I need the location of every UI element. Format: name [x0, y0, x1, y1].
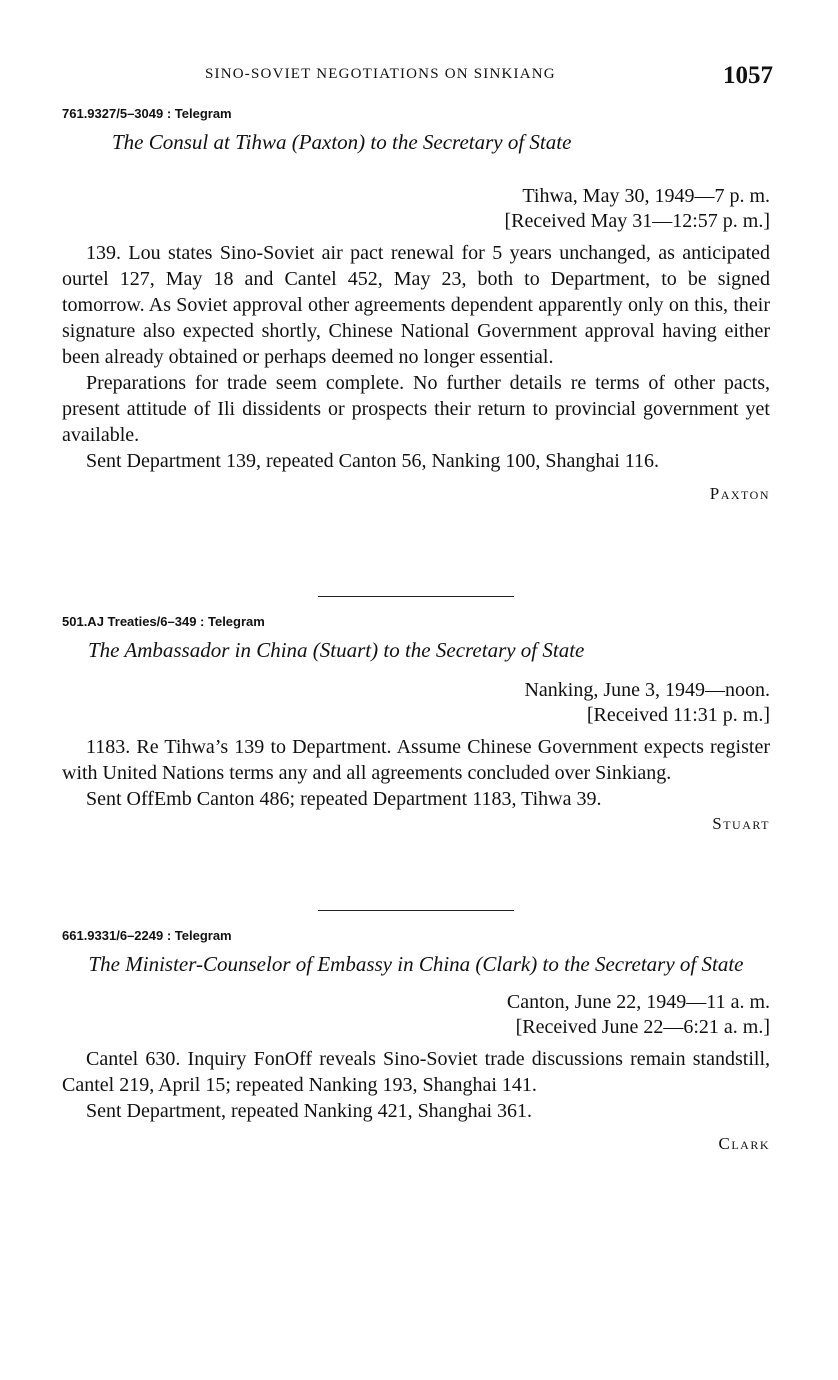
- telegram-paxton: [62, 106, 770, 504]
- document-heading: The Ambassador in China (Stuart) to the Secretary of State: [88, 638, 585, 662]
- signature: Stuart: [712, 814, 770, 833]
- file-number: 761.9327/5–3049 : Telegram: [62, 106, 232, 121]
- document-heading: The Minister-Counselor of Embassy in China (Clark) to the Secretary of State: [88, 952, 744, 976]
- dateline: Nanking, June 3, 1949—noon.: [524, 679, 770, 701]
- running-head-title: SINO-SOVIET NEGOTIATIONS ON SINKIANG: [205, 66, 556, 82]
- page-number: 1057: [723, 62, 773, 89]
- telegram-clark: [62, 928, 770, 1154]
- signature: Paxton: [709, 484, 770, 503]
- paragraph: Sent Department, repeated Nanking 421, Shanghai 361.: [86, 1100, 532, 1122]
- signature: Clark: [718, 1134, 770, 1153]
- running-head: [0, 62, 838, 92]
- received-line: [Received May 31—12:57 p. m.]: [504, 210, 770, 232]
- paragraph: 139. Lou states Sino-Soviet air pact renewal for 5 years unchanged, as anticipated ourtel 127, May 18 and Cantel 452, May 23, both to Department, to be signed tomorrow. As Soviet approval other agreements dependent apparently only on this, their signature also expected shortly, Chinese National Government approval having either been already obtained or perhaps deemed no longer essential.: [62, 242, 770, 368]
- file-number: 661.9331/6–2249 : Telegram: [62, 928, 232, 943]
- paragraph: Cantel 630. Inquiry FonOff reveals Sino-Soviet trade discussions remain standstill, Cantel 219, April 15; repeated Nanking 193, Shanghai 141.: [62, 1048, 770, 1096]
- paragraph: Sent Department 139, repeated Canton 56, Nanking 100, Shanghai 116.: [86, 450, 660, 472]
- paragraph: 1183. Re Tihwa’s 139 to Department. Assume Chinese Government expects register with United Nations terms any and all agreements concluded over Sinkiang.: [62, 736, 770, 784]
- paragraph: Sent OffEmb Canton 486; repeated Department 1183, Tihwa 39.: [86, 788, 602, 810]
- dateline: Canton, June 22, 1949—11 a. m.: [506, 991, 770, 1013]
- section-divider: [318, 596, 514, 597]
- paragraph: Preparations for trade seem complete. No further details re terms of other pacts, present attitude of Ili dissidents or prospects their return to provincial government yet available.: [62, 372, 770, 446]
- document-heading: The Consul at Tihwa (Paxton) to the Secretary of State: [112, 130, 572, 154]
- telegram-stuart: [62, 614, 770, 834]
- received-line: [Received 11:31 p. m.]: [586, 704, 770, 726]
- file-number: 501.AJ Treaties/6–349 : Telegram: [62, 614, 265, 629]
- received-line: [Received June 22—6:21 a. m.]: [515, 1016, 770, 1038]
- section-divider: [318, 910, 514, 911]
- dateline: Tihwa, May 30, 1949—7 p. m.: [522, 185, 770, 207]
